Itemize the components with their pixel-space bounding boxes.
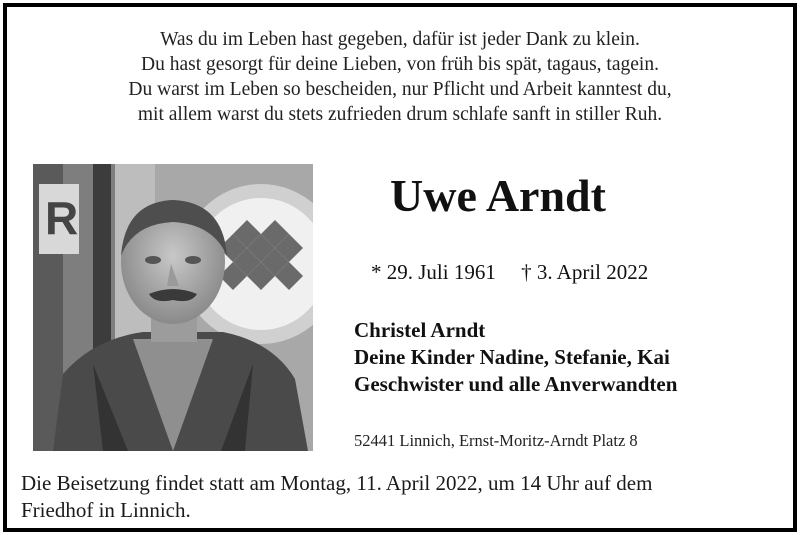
funeral-notice-line-1: Die Beisetzung findet statt am Montag, 11. April 2022, um 14 Uhr auf dem <box>21 471 653 495</box>
poem-line-4: mit allem warst du stets zufrieden drum schlafe sanft in stiller Ruh. <box>137 104 663 125</box>
obituary-frame <box>3 3 797 532</box>
deceased-name: Uwe Arndt <box>390 170 606 221</box>
birth-date: * 29. Juli 1961 <box>371 260 496 284</box>
svg-text:R: R <box>45 192 79 244</box>
mourner-line-3: Geschwister und alle Anverwandten <box>354 372 678 396</box>
mourner-line-2: Deine Kinder Nadine, Stefanie, Kai <box>354 345 670 369</box>
portrait-photo <box>33 164 313 451</box>
funeral-notice-line-2: Friedhof in Linnich. <box>21 498 191 522</box>
memorial-poem <box>7 27 793 127</box>
life-dates <box>371 259 668 285</box>
mourners-list <box>354 317 677 398</box>
mourner-line-1: Christel Arndt <box>354 318 486 342</box>
poem-line-3: Du warst im Leben so bescheiden, nur Pflicht und Arbeit kanntest du, <box>128 79 672 100</box>
death-date: † 3. April 2022 <box>521 260 649 284</box>
poem-line-2: Du hast gesorgt für deine Lieben, von früh bis spät, tagaus, tagein. <box>141 54 659 75</box>
mourning-address: 52441 Linnich, Ernst-Moritz-Arndt Platz 8 <box>354 431 638 450</box>
funeral-notice <box>21 470 781 524</box>
poem-line-1: Was du im Leben hast gegeben, dafür ist jeder Dank zu klein. <box>160 29 640 50</box>
portrait-photo-image <box>33 164 313 451</box>
